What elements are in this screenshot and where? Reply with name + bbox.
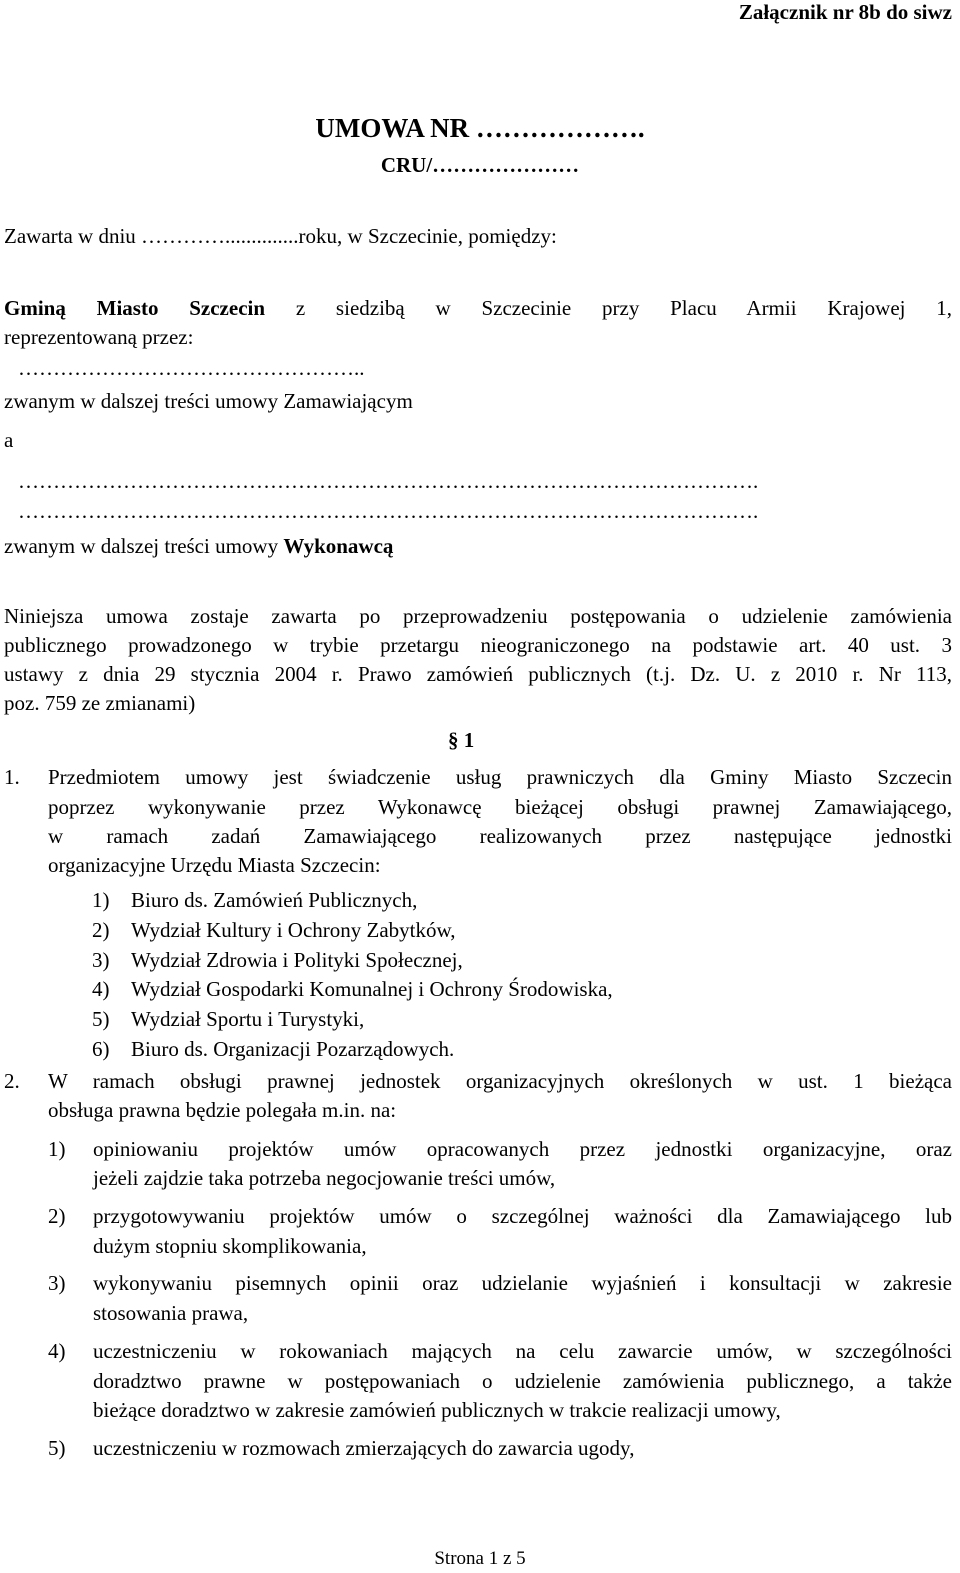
unit-name: Wydział Sportu i Turystyki,	[131, 1007, 365, 1031]
called-prefix: zwanym w dalszej treści umowy	[4, 389, 284, 413]
unit-name: Biuro ds. Zamówień Publicznych,	[131, 888, 418, 912]
party1-role-line	[4, 389, 413, 414]
unit-name: Wydział Gospodarki Komunalnej i Ochrony Środowiska,	[131, 977, 613, 1001]
paragraph-line: obsługa prawna będzie polegała m.in. na:	[48, 1098, 397, 1122]
paragraph-line: W ramach obsługi prawnej jednostek organizacyjnych określonych w ust. 1 bieżąca	[48, 1069, 952, 1093]
party2-role-line	[4, 534, 393, 559]
unit-number: 2)	[92, 918, 110, 942]
paragraph-line: organizacyjne Urzędu Miasta Szczecin:	[48, 853, 381, 877]
annex-label: Załącznik nr 8b do siwz	[738, 0, 952, 24]
unit-name: Wydział Zdrowia i Polityki Społecznej,	[131, 948, 463, 972]
unit-number: 3)	[92, 948, 110, 972]
task-line: dużym stopniu skomplikowania,	[93, 1234, 367, 1258]
unit-number: 5)	[92, 1007, 110, 1031]
concluded-line: Zawarta w dniu …………..............roku, w Szczecinie, pomiędzy:	[4, 224, 557, 248]
contractor-placeholder-2: …………………………………………………………………………………………….	[18, 499, 759, 523]
representative-placeholder: …………………………………………..	[18, 356, 365, 380]
party1-role: Zamawiającym	[283, 389, 413, 413]
task-line: opiniowaniu projektów umów opracowanych przez jednostki organizacyjne, oraz	[93, 1137, 952, 1161]
preamble-line: publicznego prowadzonego w trybie przetargu nieograniczonego na podstawie art. 40 ust. 3	[4, 633, 952, 657]
paragraph-number: 2.	[4, 1069, 20, 1093]
unit-number: 4)	[92, 977, 110, 1001]
unit-name: Wydział Kultury i Ochrony Zabytków,	[131, 918, 456, 942]
task-line: jeżeli zajdzie taka potrzeba negocjowanie treści umów,	[93, 1166, 556, 1190]
task-number: 5)	[48, 1436, 66, 1460]
contract-number: CRU/…………………	[380, 153, 580, 177]
task-line: uczestniczeniu w rozmowach zmierzających do zawarcia ugody,	[93, 1436, 635, 1460]
unit-number: 6)	[92, 1037, 110, 1061]
paragraph-line: w ramach zadań Zamawiającego realizowanych przez następujące jednostki	[48, 824, 952, 848]
task-number: 2)	[48, 1204, 66, 1228]
task-line: przygotowywaniu projektów umów o szczególnej ważności dla Zamawiającego lub	[93, 1204, 952, 1228]
task-number: 1)	[48, 1137, 66, 1161]
party2-role: Wykonawcą	[283, 534, 394, 558]
and-label: a	[4, 428, 14, 452]
preamble-line: ustawy z dnia 29 stycznia 2004 r. Prawo zamówień publicznych (t.j. Dz. U. z 2010 r. Nr 113,	[4, 662, 952, 686]
task-line: doradztwo prawne w postępowaniach o udzielenie zamówienia publicznego, a także	[93, 1369, 952, 1393]
called-prefix: zwanym w dalszej treści umowy	[4, 534, 284, 558]
represented-label: reprezentowaną przez:	[4, 325, 194, 349]
task-line: wykonywaniu pisemnych opinii oraz udzielanie wyjaśnień i konsultacji w zakresie	[93, 1271, 952, 1295]
paragraph-line: poprzez wykonywanie przez Wykonawcę bieżącej obsługi prawnej Zamawiającego,	[48, 795, 952, 819]
task-line: bieżące doradztwo w zakresie zamówień publicznych w trakcie realizacji umowy,	[93, 1398, 781, 1422]
preamble-line: poz. 759 ze zmianami)	[4, 691, 196, 715]
preamble-line: Niniejsza umowa zostaje zawarta po przeprowadzeniu postępowania o udzielenie zamówienia	[4, 604, 952, 628]
unit-name: Biuro ds. Organizacji Pozarządowych.	[131, 1037, 455, 1061]
contractor-placeholder-1: …………………………………………………………………………………………….	[18, 469, 759, 493]
unit-number: 1)	[92, 888, 110, 912]
task-line: uczestniczeniu w rokowaniach mających na celu zawarcie umów, w szczególności	[93, 1339, 952, 1363]
party1-line	[4, 296, 952, 321]
section-heading: § 1	[448, 728, 475, 752]
task-number: 4)	[48, 1339, 66, 1363]
task-number: 3)	[48, 1271, 66, 1295]
party1-name: Gminą Miasto Szczecin	[4, 296, 266, 320]
party1-address: z siedzibą w Szczecinie przy Placu Armii Krajowej 1,	[295, 296, 953, 320]
page-number: Strona 1 z 5	[434, 1548, 526, 1569]
paragraph-number: 1.	[4, 765, 20, 789]
paragraph-line: Przedmiotem umowy jest świadczenie usług prawniczych dla Gminy Miasto Szczecin	[48, 765, 952, 789]
contract-title: UMOWA NR ……………….	[315, 113, 645, 143]
task-line: stosowania prawa,	[93, 1301, 249, 1325]
